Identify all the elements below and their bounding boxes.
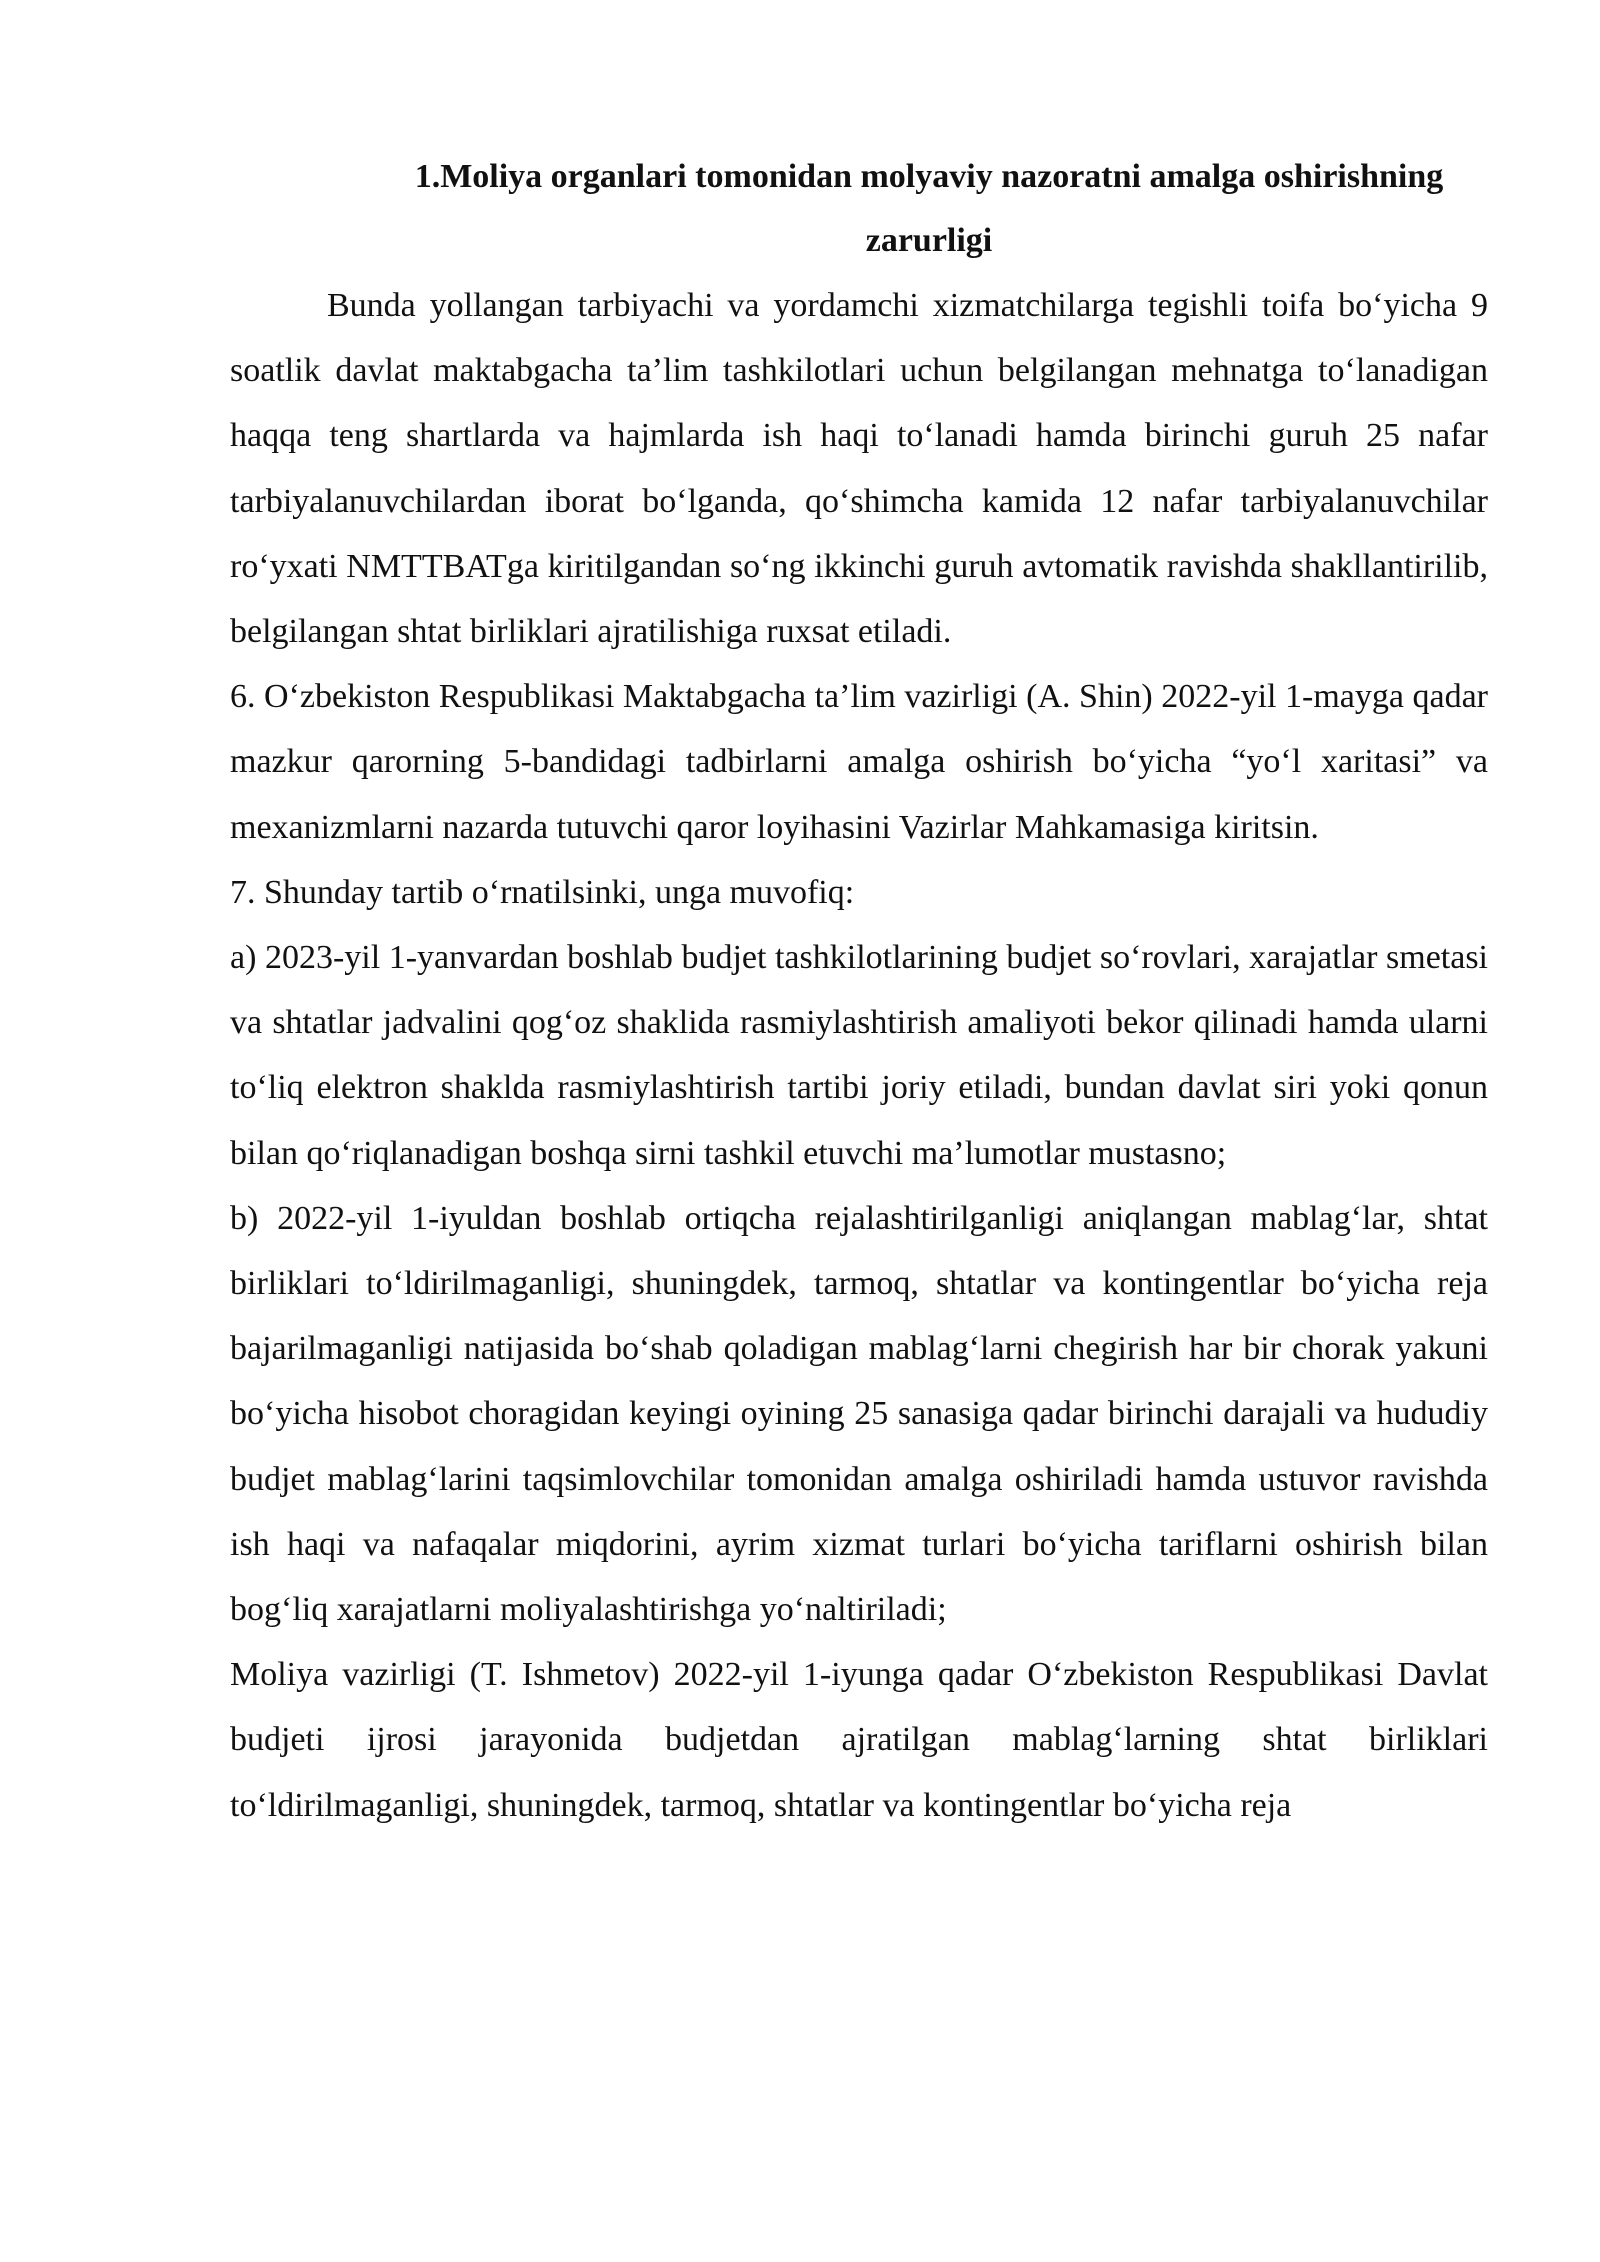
- paragraph-ministry: Moliya vazirligi (T. Ishmetov) 2022-yil 1-iyunga qadar O‘zbekiston Respublikasi Davlat budjeti ijrosi jarayonida budjetdan ajratilgan mablag‘larning shtat birliklari to‘ldirilmaganligi, shuningdek, tarmoq, shtatlar va kontingentlar bo‘yicha reja: [230, 1656, 1488, 1824]
- document-title: [230, 145, 1488, 273]
- document-page: [230, 145, 1488, 1838]
- paragraph-intro: Bunda yollangan tarbiyachi va yordamchi xizmatchilarga tegishli toifa bo‘yicha 9 soatlik davlat maktabgacha ta’lim tashkilotlari uchun belgilangan mehnatga to‘lanadigan haqqa teng shartlarda va hajmlarda ish haqi to‘lanadi hamda birinchi guruh 25 nafar tarbiyalanuvchilardan iborat bo‘lganda, qo‘shimcha kamida 12 nafar tarbiyalanuvchilar ro‘yxati NMTTBATga kiritilgandan so‘ng ikkinchi guruh avtomatik ravishda shakllantirilib, belgilangan shtat birliklari ajratilishiga ruxsat etiladi.: [230, 287, 1488, 651]
- paragraph-item-6: 6. O‘zbekiston Respublikasi Maktabgacha ta’lim vazirligi (A. Shin) 2022-yil 1-mayga qadar mazkur qarorning 5-bandidagi tadbirlarni amalga oshirish bo‘yicha “yo‘l xaritasi” va mexanizmlarni nazarda tutuvchi qaror loyihasini Vazirlar Mahkamasiga kiritsin.: [230, 678, 1488, 846]
- paragraph-item-b: b) 2022-yil 1-iyuldan boshlab ortiqcha rejalashtirilganligi aniqlangan mablag‘lar, shtat birliklari to‘ldirilmaganligi, shuningdek, tarmoq, shtatlar va kontingentlar bo‘yicha reja bajarilmaganligi natijasida bo‘shab qoladigan mablag‘larni chegirish har bir chorak yakuni bo‘yicha hisobot choragidan keyingi oyining 25 sanasiga qadar birinchi darajali va hududiy budjet mablag‘larini taqsimlovchilar tomonidan amalga oshiriladi hamda ustuvor ravishda ish haqi va nafaqalar miqdorini, ayrim xizmat turlari bo‘yicha tariflarni oshirish bilan bog‘liq xarajatlarni moliyalashtirishga yo‘naltiriladi;: [230, 1199, 1488, 1629]
- title-line-1: 1.Moliya organlari tomonidan molyaviy nazoratni amalga oshirishning: [414, 158, 1444, 195]
- title-line-2: zarurligi: [865, 222, 993, 259]
- paragraph-item-a: a) 2023-yil 1-yanvardan boshlab budjet tashkilotlarining budjet so‘rovlari, xarajatlar smetasi va shtatlar jadvalini qog‘oz shaklida rasmiylashtirish amaliyoti bekor qilinadi hamda ularni to‘liq elektron shaklda rasmiylashtirish tartibi joriy etiladi, bundan davlat siri yoki qonun bilan qo‘riqlanadigan boshqa sirni tashkil etuvchi ma’lumotlar mustasno;: [230, 939, 1488, 1172]
- paragraph-item-7: 7. Shunday tartib o‘rnatilsinki, unga muvofiq:: [230, 873, 855, 911]
